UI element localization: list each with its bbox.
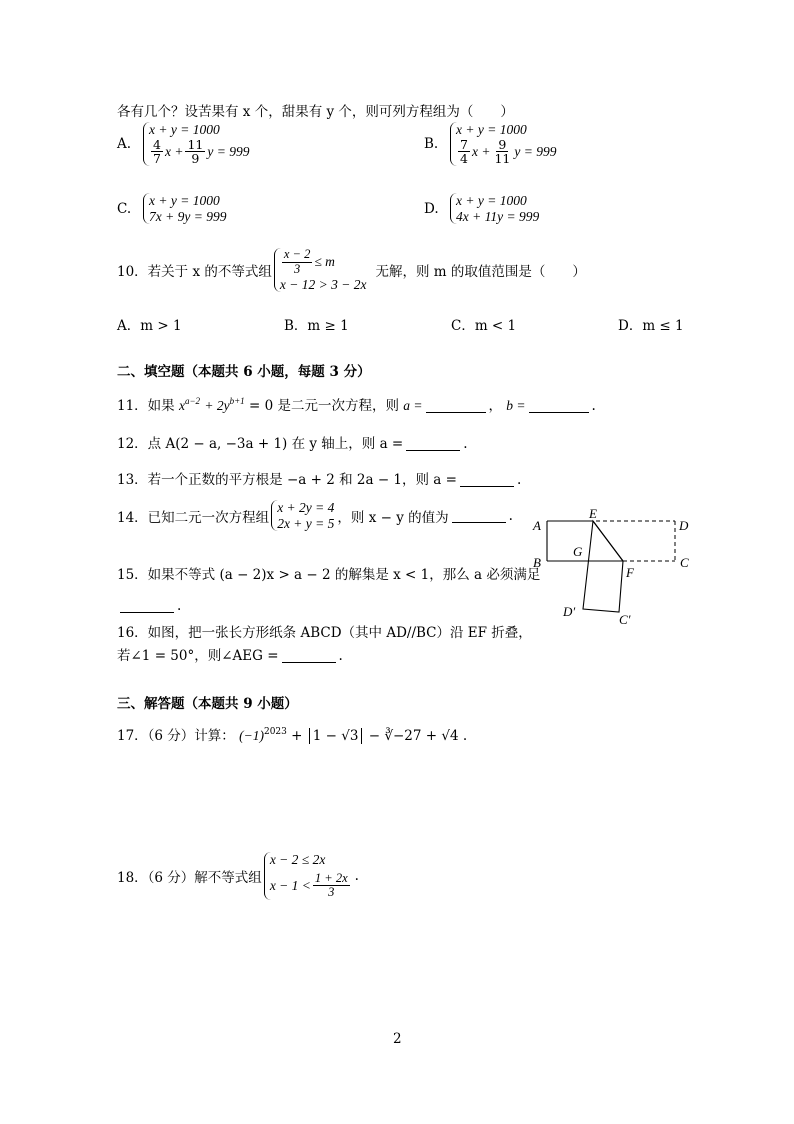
q10: 10．若关于 x 的不等式组 $\frac{x - 2}{3}$ ≤ m x − 12 > 3 − 2x 无解，则 m 的取值范围是（ ） (117, 247, 586, 292)
svg-text:A: A (533, 518, 541, 533)
q9-option-c: C. x + y = 1000 7x + 9y = 999 (117, 193, 227, 224)
q18: 18．（6 分）解不等式组 x − 2 ≤ 2x x − 1 < $\frac{1 + 2x}{3}$ . (117, 852, 359, 900)
svg-text:B: B (533, 555, 541, 570)
q9-intro: 各有几个？设苦果有 x 个，甜果有 y 个，则可列方程组为（ ） (117, 104, 514, 120)
q12: 12．点 A(2 − a, −3a + 1) 在 y 轴上，则 a = . (117, 436, 468, 452)
svg-text:C′: C′ (619, 612, 631, 627)
folded-flap (583, 521, 623, 612)
q16-line1: 16．如图，把一张长方形纸条 ABCD（其中 AD//BC）沿 EF 折叠， (117, 625, 532, 641)
q11-blank-b[interactable] (529, 398, 589, 413)
q16-line2: 若∠1 = 50°，则∠AEG = . (117, 648, 343, 664)
section-2-title: 二、填空题（本题共 6 小题，每题 3 分） (117, 364, 371, 380)
section-3-title: 三、解答题（本题共 9 小题） (117, 696, 298, 712)
q15-answer-line: . (117, 598, 181, 614)
q9-option-d: D. x + y = 1000 4x + 11y = 999 (424, 193, 540, 224)
q10-option-b: B．m ≥ 1 (284, 318, 349, 334)
q11: 11．如果 $x^{a-2} + 2y^{b+1} = 0$ 是二元一次方程，则 a = ， b = . (117, 396, 596, 414)
svg-text:E: E (589, 506, 597, 521)
q12-blank[interactable] (406, 436, 460, 451)
q11-blank-a[interactable] (426, 398, 486, 413)
q17: 17．（6 分）计算： $(-1)^{2023} + 1 - √3$ − ∛−27 + √4 . (117, 727, 468, 744)
q10-option-d: D．m ≤ 1 (618, 318, 684, 334)
page-number: 2 (393, 1031, 402, 1047)
svg-text:D′: D′ (563, 604, 576, 619)
folded-rectangle-figure (525, 505, 705, 630)
q14-blank[interactable] (452, 508, 506, 523)
svg-text:C: C (680, 555, 689, 570)
q10-option-a: A．m > 1 (117, 318, 182, 334)
q14: 14．已知二元一次方程组 x + 2y = 4 2x + y = 5 ，则 x − y 的值为 . (117, 500, 513, 531)
svg-text:G: G (573, 544, 583, 559)
q15: 15．如果不等式 (a − 2)x > a − 2 的解集是 x < 1，那么 a 必须满足 (117, 567, 541, 583)
q9-option-b: B. x + y = 1000 $\frac{7}{4}$ x + $\frac{9}{11}$ y = 999 (424, 122, 557, 167)
q16-blank[interactable] (282, 648, 336, 663)
q15-blank[interactable] (120, 598, 174, 613)
q13-blank[interactable] (460, 472, 514, 487)
q13: 13．若一个正数的平方根是 −a + 2 和 2a − 1，则 a = . (117, 472, 522, 488)
q10-option-c: C．m < 1 (451, 318, 517, 334)
q9-option-a: A. x + y = 1000 $\frac{4}{7}$ x + $\frac{11}{9}$ y = 999 (117, 122, 250, 167)
svg-text:D: D (679, 518, 689, 533)
svg-text:F: F (626, 565, 634, 580)
